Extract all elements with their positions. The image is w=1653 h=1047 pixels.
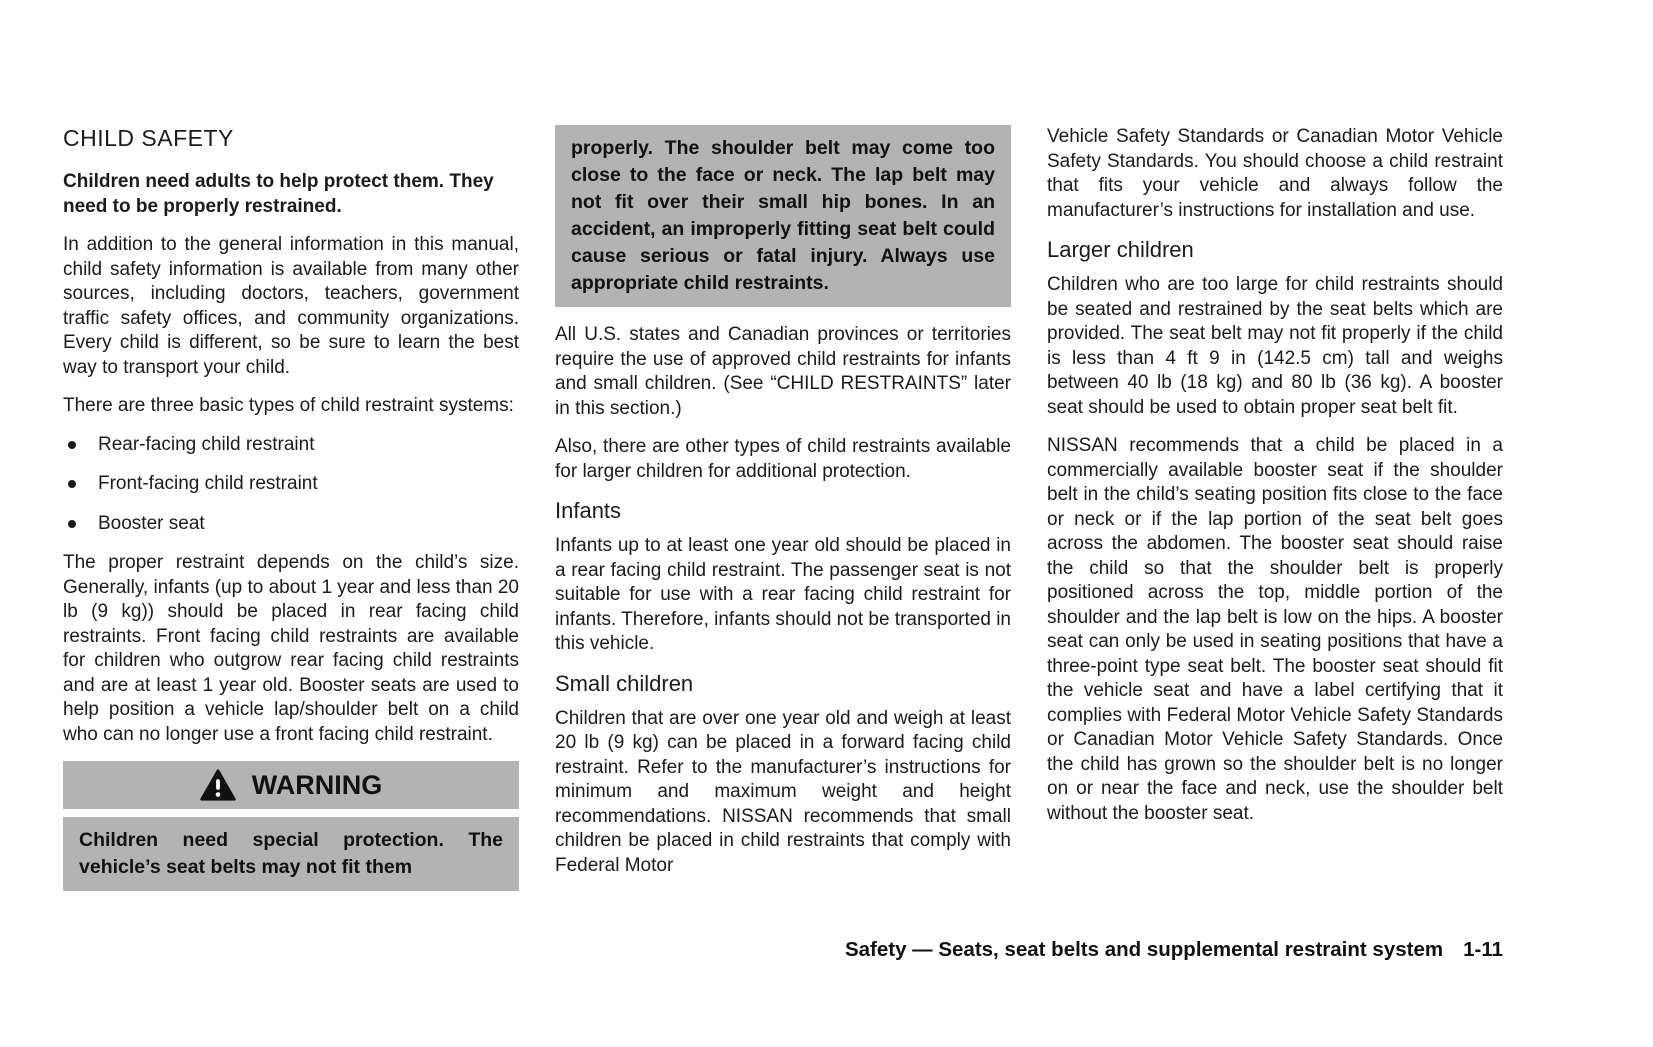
footer-section-title: Safety — Seats, seat belts and supplemental restraint system: [844, 938, 1444, 961]
list-item: [63, 472, 519, 497]
warning-triangle-icon: [200, 769, 236, 801]
column-middle: [555, 125, 1011, 892]
paragraph-other-types: Also, there are other types of child restraints available for larger children for additional protection.: [555, 436, 1011, 482]
restraint-types-list: [63, 433, 519, 537]
page-footer: [845, 938, 1503, 962]
paragraph-sources: In addition to the general information in this manual, child safety information is available from many other sources, including doctors, teachers, government traffic safety offices, and community organizations. Every child is different, so be sure to learn the best way to transport your child.: [63, 234, 519, 378]
page-title: CHILD SAFETY: [63, 125, 234, 151]
bullet-icon: [68, 520, 76, 528]
warning-label: WARNING: [251, 769, 383, 800]
paragraph-infants: Infants up to at least one year old should be placed in a rear facing child restraint. The passenger seat is not suitable for use with a rear facing child restraint for infants. Therefore, infants should not be transported in this vehicle.: [555, 535, 1011, 654]
paragraph-states: All U.S. states and Canadian provinces or territories require the use of approved child restraints for infants and small children. (See “CHILD RESTRAINTS” later in this section.): [555, 324, 1011, 419]
bullet-icon: [68, 480, 76, 488]
list-item-label: Booster seat: [98, 512, 205, 534]
list-item-label: Front-facing child restraint: [98, 473, 318, 494]
lead-statement: Children need adults to help protect them. They need to be properly restrained.: [63, 171, 494, 217]
warning-header: [63, 761, 519, 809]
heading-larger-children: Larger children: [1047, 237, 1194, 262]
heading-small-children: Small children: [555, 670, 694, 696]
column-right: [1047, 125, 1503, 892]
column-left: [63, 125, 519, 892]
paragraph-continuation: Vehicle Safety Standards or Canadian Motor Vehicle Safety Standards. You should choose a child restraint that fits your vehicle and always follow the manufacturer’s instructions for installation and use.: [1047, 126, 1503, 221]
paragraph-types-intro: There are three basic types of child restraint systems:: [63, 395, 514, 416]
warning-body-part2: properly. The shoulder belt may come too close to the face or neck. The lap belt may not fit over their small hip bones. In an accident, an improperly fitting seat belt could cause serious or fatal injury. Always use appropriate child restraints.: [555, 125, 1011, 307]
warning-body-part1: Children need special protection. The vehicle’s seat belts may not fit them: [63, 817, 519, 891]
footer-page-number: 1-11: [1463, 938, 1503, 961]
heading-infants: Infants: [555, 498, 622, 523]
paragraph-larger-children-1: Children who are too large for child restraints should be seated and restrained by the seat belts which are provided. The seat belt may not fit properly if the child is less than 4 ft 9 in (142.5 cm) tall and weighs between 40 lb (18 kg) and 80 lb (36 kg). A booster seat should be used to obtain proper seat belt fit.: [1047, 274, 1503, 418]
list-item-label: Rear-facing child restraint: [98, 433, 315, 455]
paragraph-proper-restraint: The proper restraint depends on the child’s size. Generally, infants (up to about 1 year and less than 20 lb (9 kg)) should be placed in rear facing child restraints. Front facing child restraints are available for children who outgrow rear facing child restraints and are at least 1 year old. Booster seats are used to help position a vehicle lap/shoulder belt on a child who can no longer use a front facing child restraint.: [63, 552, 519, 745]
list-item: [63, 512, 519, 537]
paragraph-larger-children-2: NISSAN recommends that a child be placed in a commercially available booster seat if the shoulder belt in the child’s seating position fits close to the face or neck or if the lap portion of the seat belt goes across the abdomen. The booster seat should raise the child so that the shoulder belt is properly positioned across the top, middle portion of the shoulder and the lap belt is low on the hips. A booster seat can only be used in seating positions that have a three-point type seat belt. The booster seat should fit the vehicle seat and have a label certifying that it complies with Federal Motor Vehicle Safety Standards or Canadian Motor Vehicle Safety Standards. Once the child has grown so the shoulder belt is no longer on or near the face and neck, use the shoulder belt without the booster seat.: [1047, 435, 1503, 824]
list-item: [63, 433, 519, 458]
paragraph-small-children: Children that are over one year old and weigh at least 20 lb (9 kg) can be placed in a forward facing child restraint. Refer to the manufacturer’s instructions for minimum and maximum weight and height recommendations. NISSAN recommends that small children be placed in child restraints that comply with Federal Motor: [555, 707, 1011, 876]
bullet-icon: [68, 441, 76, 449]
